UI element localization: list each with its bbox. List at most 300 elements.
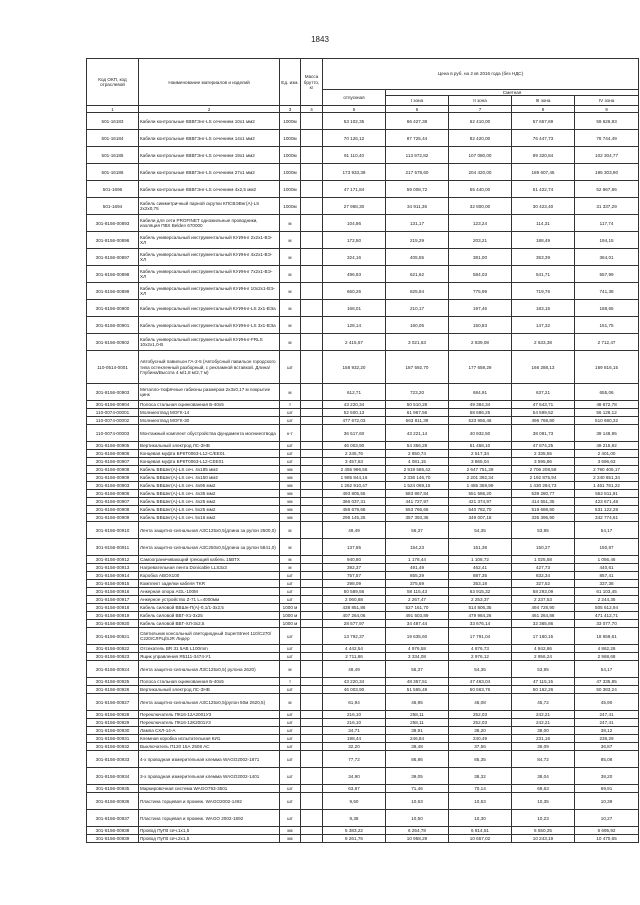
price-zone-2: 70,14	[449, 785, 512, 793]
table-row	[87, 300, 639, 317]
item-name: Полоса стальная оцинкованная Б-40х5	[139, 678, 280, 686]
price-zone-4: 54,17	[575, 522, 639, 539]
item-name: Комплект заделки кабеля TKR	[139, 580, 280, 588]
item-name: Кабель симметричный парной скрутки КПСВЭВнг(А)-LS 2х2х0,75	[139, 198, 280, 215]
price-zone-3: 32 365,86	[512, 620, 575, 628]
price-zone-2: 85,35	[449, 751, 512, 768]
price-zone-3: 38 081,73	[512, 425, 575, 442]
item-mass	[301, 474, 323, 482]
price-zone-3: 54 599,52	[512, 409, 575, 417]
price-release: 34,71	[323, 727, 386, 735]
item-mass	[301, 401, 323, 409]
item-code: 301-8156-00908	[87, 506, 139, 514]
item-mass	[301, 793, 323, 810]
price-zone-4: 47 335,85	[575, 678, 639, 686]
item-unit: км	[280, 466, 301, 474]
item-code: 301-8156-00925	[87, 678, 139, 686]
price-zone-2: 46,08	[449, 694, 512, 711]
table-row	[87, 425, 639, 442]
item-mass	[301, 620, 323, 628]
table-row	[87, 694, 639, 711]
price-zone-2: 353,18	[449, 580, 512, 588]
price-zone-3: 242,21	[512, 711, 575, 719]
price-release: 168,01	[323, 300, 386, 317]
price-zone-2: 4 876,73	[449, 645, 512, 653]
price-release: 43 220,34	[323, 401, 386, 409]
price-zone-3: 47 115,15	[512, 678, 575, 686]
item-name: Кабели контрольные КВВГЭнг-LS сечением 10х1 мм2	[139, 113, 280, 130]
price-zone-3: 353,39	[512, 249, 575, 266]
item-code: 301-8156-00935	[87, 785, 139, 793]
price-zone-1: 563 811,39	[386, 417, 449, 425]
price-zone-1: 38,48	[386, 743, 449, 751]
price-zone-4: 2 968,68	[575, 653, 639, 661]
item-code: 301-8156-00920	[87, 620, 139, 628]
price-release: 52 500,13	[323, 409, 386, 417]
price-zone-4: 10,27	[575, 810, 639, 827]
price-release: 158 932,20	[323, 351, 386, 384]
item-code: 301-8156-00901	[87, 317, 139, 334]
price-release: 32,20	[323, 743, 386, 751]
price-release: 216,10	[323, 719, 386, 727]
column-index-row	[87, 106, 639, 113]
item-unit: шт	[280, 409, 301, 417]
price-zone-1: 56,37	[386, 661, 449, 678]
price-zone-2: 421 374,97	[449, 498, 512, 506]
price-zone-1: 825,94	[386, 283, 449, 300]
item-unit: 1000 м	[280, 604, 301, 612]
price-zone-2: 203,21	[449, 232, 512, 249]
price-release: 3 457,63	[323, 458, 386, 466]
price-zone-3: 57 657,69	[512, 113, 575, 130]
item-code: 301-8156-00897	[87, 249, 139, 266]
price-release: 216,10	[323, 711, 386, 719]
price-zone-1: 19 635,60	[386, 628, 449, 645]
price-release: 940,80	[323, 556, 386, 564]
item-unit: шт	[280, 653, 301, 661]
price-zone-1: 246,84	[386, 735, 449, 743]
price-zone-3: 4 842,86	[512, 645, 575, 653]
price-zone-4: 2 712,47	[575, 334, 639, 351]
price-zone-4: 56 128,12	[575, 409, 639, 417]
item-code: 301-8156-00912	[87, 556, 139, 564]
price-release: 34,90	[323, 768, 386, 785]
item-unit: шт	[280, 785, 301, 793]
price-zone-1: 10 958,29	[386, 835, 449, 843]
item-code: 301-8156-00914	[87, 572, 139, 580]
price-zone-4: 39 148,95	[575, 425, 639, 442]
item-unit: 1000м	[280, 164, 301, 181]
item-code: 301-8156-00932	[87, 743, 139, 751]
price-zone-4: 552 811,91	[575, 490, 639, 498]
item-name: Монтажный комплект обустройства фундамента молниеотвода	[139, 425, 280, 442]
price-zone-2: 47 463,04	[449, 678, 512, 686]
item-code: 301-8156-00934	[87, 768, 139, 785]
price-zone-4: 557,99	[575, 266, 639, 283]
header-price-group: Цена в руб. на 2 кв 2016 года (без НДС)	[323, 59, 639, 90]
item-name: Кабель универсальный инструментальный КУИНнг 2х2х1-ВЭ-ХЛ	[139, 232, 280, 249]
price-zone-1: 723,20	[386, 384, 449, 401]
price-zone-2: 514 806,35	[449, 604, 512, 612]
price-zone-3: 53,95	[512, 522, 575, 539]
price-zone-4: 2 244,35	[575, 596, 639, 604]
item-mass	[301, 661, 323, 678]
table-row	[87, 539, 639, 556]
price-zone-4: 510 680,32	[575, 417, 639, 425]
item-code: 501-1694	[87, 198, 139, 215]
item-code: 301-8156-00915	[87, 580, 139, 588]
table-row	[87, 215, 639, 232]
price-release: 61,94	[323, 694, 386, 711]
price-zone-4: 59 626,93	[575, 113, 639, 130]
item-code: 301-8156-00907	[87, 498, 139, 506]
price-zone-2: 584,03	[449, 266, 512, 283]
table-row	[87, 768, 639, 785]
item-mass	[301, 198, 323, 215]
item-name: Кабель универсальный инструментальный КУИНнг 10х2х1-ВЭ-ХЛ	[139, 283, 280, 300]
item-name: Лента защитно-сигнальная ЛЗС125х0,5( рулона 2620)	[139, 661, 280, 678]
item-name: 3-х проводная измерительная клемма WAGO2002-1401	[139, 768, 280, 785]
item-name: Кабель ВВШнг(А)-LS сеч. 4х95 мм2	[139, 482, 280, 490]
price-zone-3: 36,09	[512, 743, 575, 751]
item-unit: шт	[280, 580, 301, 588]
price-zone-1: 86,86	[386, 751, 449, 768]
price-zone-3: 166 288,13	[512, 351, 575, 384]
price-zone-4: 102 304,77	[575, 147, 639, 164]
item-mass	[301, 727, 323, 735]
price-zone-2: 1 108,72	[449, 556, 512, 564]
price-zone-3: 47 543,71	[512, 401, 575, 409]
item-name: Кабели контрольные КВВГЭнг-LS сечением 27х1 мм2	[139, 164, 280, 181]
price-release: 28 577,97	[323, 620, 386, 628]
price-zone-3: 150,27	[512, 539, 575, 556]
price-zone-4: 3 696,63	[575, 458, 639, 466]
price-zone-2: 38,32	[449, 768, 512, 785]
item-mass	[301, 334, 323, 351]
item-unit: км	[280, 474, 301, 482]
item-code: 110-0074-00003	[87, 425, 139, 442]
price-zone-4: 337,38	[575, 580, 639, 588]
price-release: 173 933,39	[323, 164, 386, 181]
item-mass	[301, 181, 323, 198]
price-zone-2: 177 659,29	[449, 351, 512, 384]
price-zone-4: 10,39	[575, 793, 639, 810]
price-zone-2: 6 814,51	[449, 827, 512, 835]
price-release: 392,37	[323, 564, 386, 572]
price-zone-4: 69,91	[575, 785, 639, 793]
price-release: 407 264,06	[323, 612, 386, 620]
price-zone-4: 423 671,48	[575, 498, 639, 506]
table-row	[87, 686, 639, 694]
item-mass	[301, 466, 323, 474]
item-code: 301-8156-00939	[87, 835, 139, 843]
price-zone-3: 242,21	[512, 719, 575, 727]
price-release: 53 102,35	[323, 113, 386, 130]
price-zone-4: 505 612,94	[575, 604, 639, 612]
item-name: Кабель силовой ВВГ-ХЛ-3х2,5	[139, 620, 280, 628]
price-zone-2: 2 201 392,34	[449, 474, 512, 482]
table-row	[87, 384, 639, 401]
item-unit: м	[280, 317, 301, 334]
price-zone-3: 2 192 875,94	[512, 474, 575, 482]
price-zone-4: 195 303,90	[575, 164, 639, 181]
item-code: 301-8156-00924	[87, 661, 139, 678]
item-unit: шт	[280, 793, 301, 810]
item-code: 301-8156-00903	[87, 482, 139, 490]
price-release: 660,26	[323, 283, 386, 300]
item-mass	[301, 232, 323, 249]
item-name: Молниеотвод МОГК-30	[139, 417, 280, 425]
item-mass	[301, 645, 323, 653]
table-row	[87, 417, 639, 425]
item-mass	[301, 417, 323, 425]
price-zone-2: 551 586,20	[449, 490, 512, 498]
price-zone-2: 1 485 359,99	[449, 482, 512, 490]
price-zone-1: 217 578,60	[386, 164, 449, 181]
item-name: Кабель ВВШнг(А)-LS сеч. 4х25 мм2	[139, 498, 280, 506]
table-row	[87, 727, 639, 735]
price-zone-2: 775,99	[449, 283, 512, 300]
table-row	[87, 450, 639, 458]
table-row	[87, 785, 639, 793]
price-zone-1: 59 008,72	[386, 181, 449, 198]
item-unit: м	[280, 522, 301, 539]
item-mass	[301, 556, 323, 564]
price-zone-1: 154,23	[386, 539, 449, 556]
item-name: Нагревательная лента Donicable LLS3х3	[139, 564, 280, 572]
item-name: Кабель силовой ВВШн-П(А)-0,1/1-3х2,5	[139, 604, 280, 612]
price-zone-1: 6 254,78	[386, 827, 449, 835]
price-zone-2: 32 800,00	[449, 198, 512, 215]
price-zone-2: 50 563,76	[449, 686, 512, 694]
table-row	[87, 661, 639, 678]
price-zone-4: 169 816,15	[575, 351, 639, 384]
table-row	[87, 482, 639, 490]
price-release: 46 003,90	[323, 442, 386, 450]
price-zone-1: 405,55	[386, 249, 449, 266]
item-unit: шт	[280, 450, 301, 458]
table-row	[87, 572, 639, 580]
item-mass	[301, 694, 323, 711]
price-zone-3: 1 430 294,73	[512, 482, 575, 490]
price-zone-1: 46,95	[386, 694, 449, 711]
price-zone-3: 10,35	[512, 793, 575, 810]
item-mass	[301, 147, 323, 164]
price-zone-3: 47 874,25	[512, 442, 575, 450]
price-zone-4: 45,90	[575, 694, 639, 711]
item-mass	[301, 539, 323, 556]
price-release: 366 037,31	[323, 498, 386, 506]
item-unit: м	[280, 249, 301, 266]
price-zone-1: 38,91	[386, 727, 449, 735]
price-release: 5 383,22	[323, 827, 386, 835]
item-code: 301-8156-00898	[87, 266, 139, 283]
table-row	[87, 588, 639, 596]
item-mass	[301, 785, 323, 793]
price-release: 4 442,54	[323, 645, 386, 653]
item-mass	[301, 514, 323, 522]
item-mass	[301, 628, 323, 645]
price-release: 91 110,40	[323, 147, 386, 164]
price-zone-1: 491 503,89	[386, 612, 449, 620]
table-row	[87, 130, 639, 147]
price-zone-2: 10,30	[449, 810, 512, 827]
price-zone-2: 37,56	[449, 743, 512, 751]
price-zone-1: 58 115,43	[386, 588, 449, 596]
price-release: 50 589,56	[323, 588, 386, 596]
item-name: Провод ПуГВ сеч.1х1,5	[139, 827, 280, 835]
price-zone-1: 50 510,28	[386, 401, 449, 409]
item-code: 301-8156-00936	[87, 793, 139, 810]
price-zone-3: 189 607,45	[512, 164, 575, 181]
price-zone-3: 76 447,73	[512, 130, 575, 147]
price-zone-3: 494 728,90	[512, 604, 575, 612]
item-unit: шт	[280, 735, 301, 743]
price-zone-4: 440,61	[575, 564, 639, 572]
header-name: Наименование материалов и изделий	[139, 59, 280, 106]
table-row	[87, 580, 639, 588]
price-zone-3: 427,73	[512, 564, 575, 572]
item-mass	[301, 164, 323, 181]
item-unit: 1000м	[280, 198, 301, 215]
item-mass	[301, 317, 323, 334]
price-zone-2: 33 676,14	[449, 620, 512, 628]
table-row	[87, 498, 639, 506]
price-zone-3: 414 551,35	[512, 498, 575, 506]
table-row	[87, 596, 639, 604]
table-row	[87, 514, 639, 522]
item-name: Пластина торцевая и промеж. WAGO2002-1492	[139, 793, 280, 810]
price-zone-1: 215,29	[386, 232, 449, 249]
item-mass	[301, 283, 323, 300]
item-mass	[301, 768, 323, 785]
price-release: 13 792,37	[323, 628, 386, 645]
item-code: 301-8156-00902	[87, 334, 139, 351]
price-zone-3: 17 180,15	[512, 628, 575, 645]
item-code: 301-8156-00938	[87, 827, 139, 835]
header-unit: Ед. изм.	[280, 59, 301, 106]
item-unit: 1000 м	[280, 612, 301, 620]
price-zone-1: 87 725,44	[386, 130, 449, 147]
item-mass	[301, 490, 323, 498]
price-zone-2: 38,20	[449, 727, 512, 735]
price-zone-3: 114,31	[512, 215, 575, 232]
price-zone-1: 621,62	[386, 266, 449, 283]
item-unit: шт	[280, 417, 301, 425]
price-release: 8 261,76	[323, 835, 386, 843]
price-zone-3: 99 320,84	[512, 147, 575, 164]
item-name: Вертикальный электрод ЛС-ЗНВ	[139, 686, 280, 694]
price-zone-4: 342 774,61	[575, 514, 639, 522]
price-release: 2 245,76	[323, 450, 386, 458]
item-unit: шт	[280, 351, 301, 384]
item-unit: км	[280, 498, 301, 506]
price-release: 137,85	[323, 539, 386, 556]
item-name: Переключатель ПК16-12А2001У3	[139, 711, 280, 719]
price-zone-4: 18 659,61	[575, 628, 639, 645]
price-zone-1: 855,29	[386, 572, 449, 580]
price-zone-2: 349 007,18	[449, 514, 512, 522]
price-zone-1: 441 727,97	[386, 498, 449, 506]
price-zone-2: 252,03	[449, 719, 512, 727]
price-zone-1: 357 393,35	[386, 514, 449, 522]
table-row	[87, 653, 639, 661]
item-code: 301-8156-00904	[87, 401, 139, 409]
price-zone-1: 10,63	[386, 793, 449, 810]
item-mass	[301, 612, 323, 620]
price-zone-3: 183,15	[512, 300, 575, 317]
table-row	[87, 466, 639, 474]
price-zone-3: 832,34	[512, 572, 575, 580]
item-mass	[301, 588, 323, 596]
table-row	[87, 751, 639, 768]
item-name: Отсекатель BR 31 5АВ L100mm	[139, 645, 280, 653]
price-zone-4: 117,74	[575, 215, 639, 232]
table-row	[87, 810, 639, 827]
item-code: 301-8156-00900	[87, 300, 139, 317]
price-zone-4: 61 103,45	[575, 588, 639, 596]
item-unit: шт	[280, 751, 301, 768]
table-row	[87, 735, 639, 743]
item-code: 301-8156-00913	[87, 564, 139, 572]
item-code: 301-8156-00928	[87, 711, 139, 719]
price-zone-4: 49 215,92	[575, 442, 639, 450]
price-zone-1: 2 919 585,42	[386, 466, 449, 474]
item-code: 301-8156-00906	[87, 450, 139, 458]
price-zone-4: 2 240 651,34	[575, 474, 639, 482]
price-zone-4: 38,20	[575, 768, 639, 785]
price-zone-1: 583 867,84	[386, 490, 449, 498]
table-row	[87, 401, 639, 409]
table-row	[87, 556, 639, 564]
item-unit: м	[280, 661, 301, 678]
item-mass	[301, 743, 323, 751]
item-name: Кабель силовой ВВГ-Х1-3х25	[139, 612, 280, 620]
price-zone-3: 335 395,90	[512, 514, 575, 522]
price-zone-1: 34 487,44	[386, 620, 449, 628]
price-zone-1: 10,50	[386, 810, 449, 827]
item-unit: 1000 м	[280, 620, 301, 628]
price-zone-1: 113 972,82	[386, 147, 449, 164]
price-zone-2: 684,91	[449, 384, 512, 401]
item-unit: шт	[280, 727, 301, 735]
price-zone-2: 479 984,26	[449, 612, 512, 620]
item-code: 301-8156-00926	[87, 686, 139, 694]
item-code: 301-8156-00905	[87, 442, 139, 450]
item-unit: шт	[280, 810, 301, 827]
item-code: 501-1696	[87, 181, 139, 198]
item-name: Кабель ВВШнг(А)-LS сеч. 5х16 мм2	[139, 514, 280, 522]
price-zone-2: 150,83	[449, 317, 512, 334]
price-release: 36 517,60	[323, 425, 386, 442]
item-code: 301-8156-00917	[87, 596, 139, 604]
item-unit: км	[280, 490, 301, 498]
price-zone-1: 187 592,70	[386, 351, 449, 384]
price-zone-1: 66 427,38	[386, 113, 449, 130]
price-zone-1: 2 267,47	[386, 596, 449, 604]
price-zone-3: 719,76	[512, 283, 575, 300]
price-zone-2: 2 647 751,39	[449, 466, 512, 474]
item-mass	[301, 751, 323, 768]
price-zone-4: 10 470,65	[575, 835, 639, 843]
price-zone-4: 1 056,46	[575, 556, 639, 564]
item-mass	[301, 810, 323, 827]
price-zone-2: 40 932,50	[449, 425, 512, 442]
item-name: Лента защитно-сигнальная АЗС250х0,5(длина за рулон 5841,0)	[139, 539, 280, 556]
price-zone-4: 1 461 761,22	[575, 482, 639, 490]
price-zone-1: 34 911,36	[386, 198, 449, 215]
price-zone-2: 2 976,12	[449, 653, 512, 661]
